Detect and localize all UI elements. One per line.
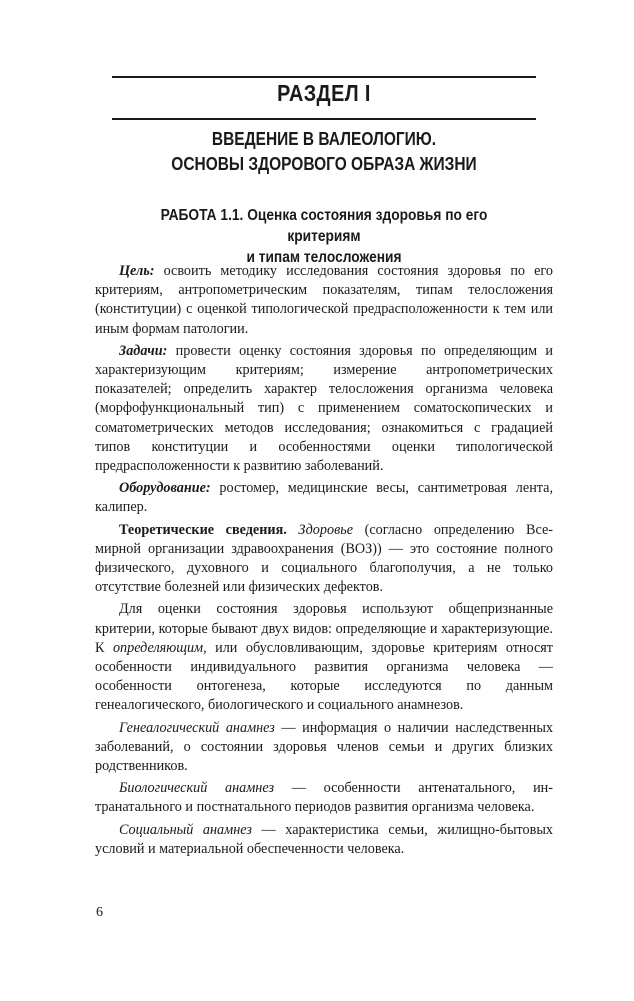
- criteria-text: , или обусловливающим, здоровье критериям относят особенности индивидуального развития организма человека — особенности онтогенеза, которые исследуются по данным генеалогического, биологического и социального анамнезов.: [95, 639, 553, 714]
- tasks-label: Задачи:: [119, 342, 168, 359]
- tasks-text: провести оценку состояния здоровья по определяющим и характеризующим критериям; измерение антропометрических показателей; определить характер телосложения организма человека (морфофункциональный тип) с применением соматоскопических и соматометрических методов исследования; ознакомиться с градацией типов конституции и особенностями оценки типологической предрасположенности к развитию заболеваний.: [95, 342, 553, 475]
- biological-term: Биологический анамнез: [119, 780, 274, 797]
- social-term: Социальный анамнез: [119, 821, 252, 838]
- page-number: 6: [96, 905, 103, 920]
- work-title: [131, 205, 516, 268]
- theory-label: Теоретические сведения.: [119, 521, 287, 538]
- equipment-label: Оборудование:: [119, 480, 211, 497]
- goal-paragraph: [95, 262, 553, 339]
- genealogical-term: Генеалогический анамнез: [119, 719, 275, 736]
- chapter-title: [131, 127, 516, 177]
- theory-text: (согласно определению Всемирной организации здравоохранения (ВОЗ)) — это состояние полного физического, духовного и социального благополучия, а не только отсутствие болезней или физических дефектов.: [95, 521, 553, 596]
- theory-paragraph: [95, 521, 553, 598]
- genealogical-paragraph: [95, 719, 553, 777]
- genealogical-text: — информация о наличии наследственных заболеваний, о состоянии здоровья членов семьи и других близких родственников.: [95, 719, 554, 775]
- equipment-text: ростомер, медицинские весы, сантиметровая лента, калипер.: [95, 480, 553, 516]
- section-title: РАЗДЕЛ I: [277, 80, 371, 106]
- section-bottom-rule: [112, 118, 536, 120]
- criteria-term: определяющим: [112, 639, 204, 656]
- goal-label: Цель:: [119, 263, 155, 279]
- work-title-line: РАБОТА 1.1. Оценка состояния здоровья по его критериям: [160, 207, 488, 245]
- criteria-paragraph: [95, 600, 553, 715]
- chapter-title-line: ОСНОВЫ ЗДОРОВОГО ОБРАЗА ЖИЗНИ: [171, 154, 477, 174]
- chapter-title-line: ВВЕДЕНИЕ В ВАЛЕОЛОГИЮ.: [211, 129, 437, 149]
- tasks-paragraph: [95, 342, 553, 476]
- section-top-rule: [112, 76, 536, 78]
- work-title-line: и типам телосложения: [246, 249, 402, 266]
- goal-text: освоить методику исследования состояния здоровья по его критериям, антропометрическим показателям, типам телосложения (конституции) с оценкой типологической предрасположенности к тем или иным формам патологии.: [95, 263, 553, 337]
- equipment-paragraph: [95, 479, 553, 517]
- body-text: [95, 262, 553, 859]
- social-text: — характеристика семьи, жилищно-бытовых условий и материальной обеспеченности человека.: [95, 821, 553, 857]
- criteria-text: Для оценки состояния здоровья используют общепризнанные критерии, которые бывают двух видов: определяющие и характеризующие. К: [95, 601, 553, 656]
- social-paragraph: [95, 821, 553, 859]
- biological-text: — особенности антенатального, интранатального и постнатального периодов развития организма человека.: [95, 780, 554, 816]
- theory-term: Здоровье: [298, 521, 354, 538]
- biological-paragraph: [95, 779, 553, 817]
